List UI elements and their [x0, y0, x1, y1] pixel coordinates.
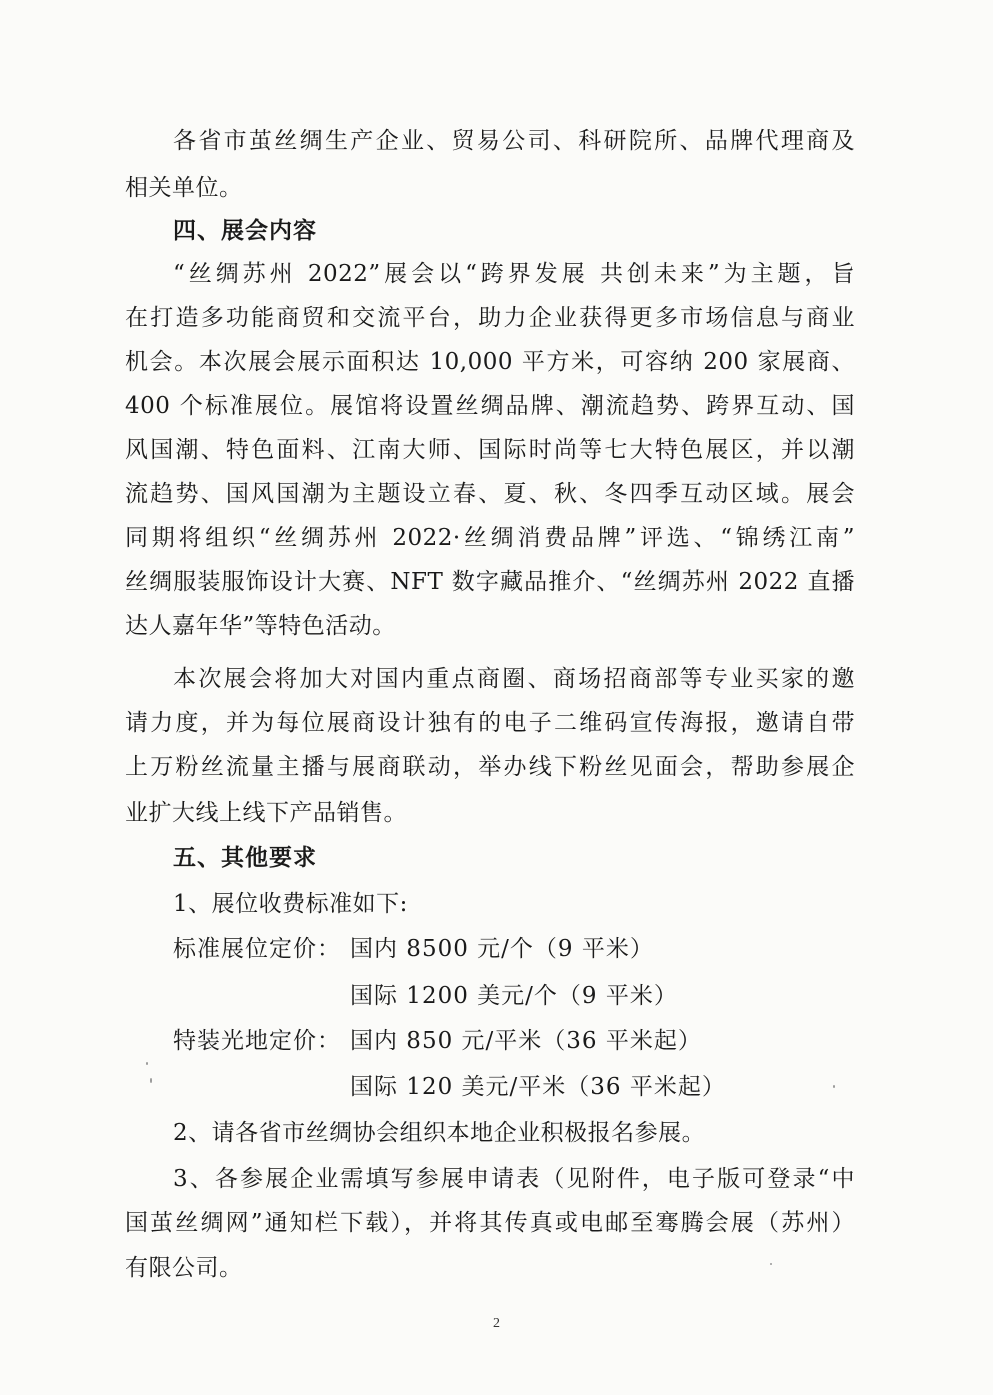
body-line: 上万粉丝流量主播与展商联动，举办线下粉丝见面会，帮助参展企	[125, 754, 855, 780]
body-line: 有限公司。	[125, 1255, 243, 1281]
body-line: 400 个标准展位。展馆将设置丝绸品牌、潮流趋势、跨界互动、国	[125, 393, 855, 419]
scan-speck	[833, 1085, 835, 1088]
section-heading: 四、展会内容	[173, 218, 317, 244]
pricing-label-standard: 标准展位定价：	[173, 936, 341, 962]
body-line: 同期将组织“丝绸苏州 2022·丝绸消费品牌”评选、“锦绣江南”	[125, 525, 855, 551]
body-line: 相关单位。	[125, 175, 243, 201]
list-item: 2、请各省市丝绸协会组织本地企业积极报名参展。	[173, 1120, 706, 1146]
pricing-standard-domestic: 国内 8500 元/个（9 平米）	[350, 936, 654, 962]
list-item: 3、各参展企业需填写参展申请表（见附件，电子版可登录“中	[173, 1166, 855, 1192]
body-line: 流趋势、国风国潮为主题设立春、夏、秋、冬四季互动区域。展会	[125, 481, 855, 507]
pricing-standard-international: 国际 1200 美元/个（9 平米）	[350, 983, 678, 1009]
scan-speck	[146, 1062, 148, 1065]
body-line: 国茧丝绸网”通知栏下载），并将其传真或电邮至骞腾会展（苏州）	[125, 1210, 855, 1236]
body-line: 机会。本次展会展示面积达 10,000 平方米，可容纳 200 家展商、	[125, 349, 855, 375]
pricing-label-raw: 特装光地定价：	[173, 1028, 341, 1054]
body-line: 请力度，并为每位展商设计独有的电子二维码宣传海报，邀请自带	[125, 710, 855, 736]
scan-speck	[770, 1263, 772, 1265]
body-line: 丝绸服装服饰设计大赛、NFT 数字藏品推介、“丝绸苏州 2022 直播	[125, 569, 855, 595]
pricing-raw-international: 国际 120 美元/平米（36 平米起）	[350, 1074, 726, 1100]
list-item: 1、展位收费标准如下:	[173, 891, 408, 917]
body-line: 在打造多功能商贸和交流平台，助力企业获得更多市场信息与商业	[125, 305, 855, 331]
section-heading: 五、其他要求	[173, 845, 317, 871]
scan-speck	[150, 1078, 152, 1083]
body-line: 风国潮、特色面料、江南大师、国际时尚等七大特色展区，并以潮	[125, 437, 855, 463]
body-line: 各省市茧丝绸生产企业、贸易公司、科研院所、品牌代理商及	[173, 128, 855, 154]
body-line: 业扩大线上线下产品销售。	[125, 800, 407, 826]
pricing-raw-domestic: 国内 850 元/平米（36 平米起）	[350, 1028, 702, 1054]
page-number: 2	[493, 1316, 500, 1331]
body-line: 本次展会将加大对国内重点商圈、商场招商部等专业买家的邀	[173, 666, 855, 692]
body-line: “丝绸苏州 2022”展会以“跨界发展 共创未来”为主题，旨	[173, 261, 855, 287]
body-line: 达人嘉年华”等特色活动。	[125, 613, 396, 639]
